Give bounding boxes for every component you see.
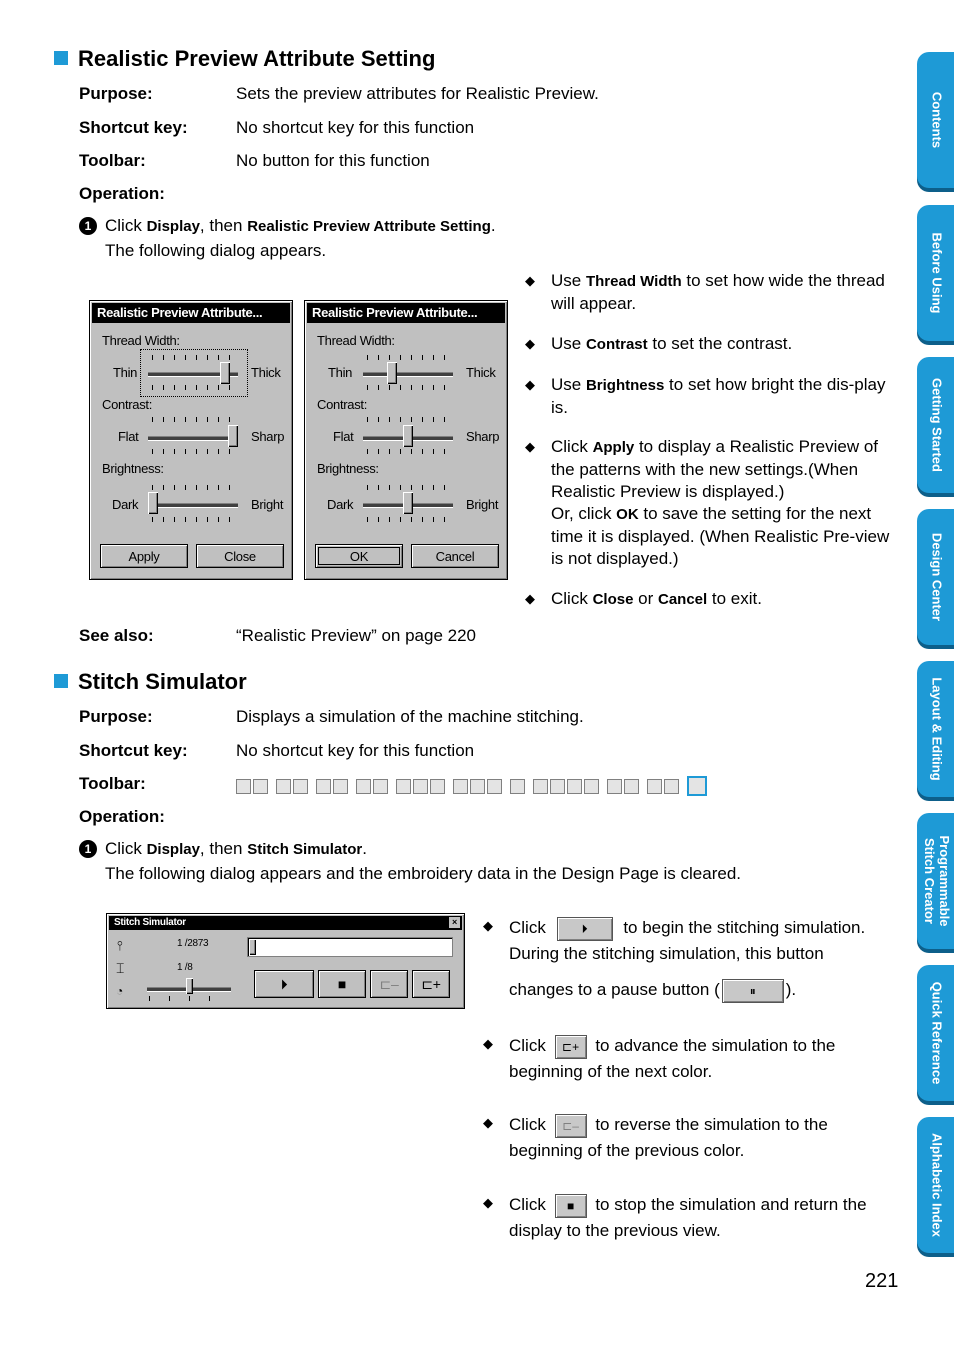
diamond-bullet-icon: ◆ bbox=[483, 1036, 493, 1051]
thread-width-slider[interactable] bbox=[220, 362, 230, 384]
color-count: 1 /8 bbox=[177, 962, 193, 973]
tab-getting-started[interactable] bbox=[917, 357, 954, 493]
step-text: , then bbox=[199, 839, 248, 858]
text: to advance the simulation to the bbox=[595, 1036, 836, 1055]
brightness-slider[interactable] bbox=[148, 492, 158, 514]
command-name: Stitch Simulator bbox=[247, 841, 363, 858]
operation-step-1 bbox=[79, 214, 496, 263]
bright-label: Bright bbox=[466, 497, 499, 512]
dialog-title: Realistic Preview Attribute... bbox=[92, 303, 290, 323]
slider-ticks bbox=[367, 385, 449, 390]
rotate-icon[interactable] bbox=[487, 779, 502, 794]
text: to begin the stitching simulation. bbox=[623, 918, 866, 937]
sharp-label: Sharp bbox=[251, 429, 285, 444]
text: During the stitching simulation, this button bbox=[509, 944, 824, 963]
purpose-label: Purpose: bbox=[79, 707, 153, 726]
apply-button[interactable]: Apply bbox=[100, 544, 188, 568]
bright-label: Bright bbox=[251, 497, 284, 512]
stitch-icon[interactable] bbox=[624, 779, 639, 794]
next-color-button-sample: ⊏+ bbox=[555, 1035, 587, 1059]
tab-label: Design Center bbox=[929, 532, 945, 622]
tab-label: Before Using bbox=[929, 232, 945, 314]
diamond-bullet-icon: ◆ bbox=[525, 377, 535, 392]
bullet-square-icon bbox=[54, 51, 68, 65]
close-icon[interactable]: × bbox=[449, 917, 460, 928]
realistic-preview-icon[interactable] bbox=[664, 779, 679, 794]
text: to reverse the simulation to the bbox=[595, 1115, 828, 1134]
slider-ticks bbox=[152, 355, 234, 360]
spool-icon: ⌶ bbox=[116, 960, 125, 976]
diamond-bullet-icon: ◆ bbox=[483, 1115, 493, 1130]
contrast-track bbox=[148, 436, 238, 441]
slider-ticks bbox=[152, 449, 234, 454]
text: changes to a pause button ( bbox=[509, 980, 720, 999]
text: to stop the simulation and return the bbox=[595, 1195, 867, 1214]
bullet-square-icon bbox=[54, 674, 68, 688]
step-text: Click bbox=[105, 216, 147, 235]
flip-icon[interactable] bbox=[470, 779, 485, 794]
step-text: . bbox=[362, 839, 367, 858]
step-number-icon: 1 bbox=[79, 840, 97, 858]
thread-width-track bbox=[363, 372, 453, 377]
thread-width-slider[interactable] bbox=[387, 362, 397, 384]
term: Contrast bbox=[585, 336, 648, 353]
text: to exit. bbox=[707, 589, 762, 608]
see-also-label: See also: bbox=[79, 626, 154, 645]
bullet-text bbox=[509, 915, 865, 1003]
page-number: 221 bbox=[865, 1270, 899, 1292]
text: Click bbox=[509, 918, 546, 937]
tab-quick-reference[interactable] bbox=[917, 965, 954, 1101]
text: Click bbox=[509, 1115, 546, 1134]
speed-icon: ◔ bbox=[116, 984, 123, 998]
thick-label: Thick bbox=[251, 365, 281, 380]
tab-label: Alphabetic Index bbox=[929, 1132, 945, 1238]
slider-ticks bbox=[367, 417, 449, 422]
slider-ticks bbox=[367, 517, 449, 522]
tab-label: Getting Started bbox=[929, 378, 945, 472]
previous-color-button[interactable]: ⊏– bbox=[370, 970, 408, 998]
layout-icon[interactable] bbox=[533, 779, 548, 794]
tab-label: Quick Reference bbox=[929, 981, 945, 1085]
undo-icon[interactable] bbox=[356, 779, 371, 794]
tab-label: Contents bbox=[929, 91, 945, 149]
redo-icon[interactable] bbox=[373, 779, 388, 794]
align-icon[interactable] bbox=[567, 779, 582, 794]
contrast-label: Contrast: bbox=[317, 397, 368, 412]
slider-ticks bbox=[152, 417, 234, 422]
needle-icon: ⫯ bbox=[117, 938, 123, 953]
thread-width-label: Thread Width: bbox=[317, 333, 395, 348]
paste-icon[interactable] bbox=[430, 779, 445, 794]
text: Click bbox=[509, 1036, 546, 1055]
operation-step-1 bbox=[79, 837, 741, 886]
slider-ticks bbox=[367, 355, 449, 360]
tab-layout-editing[interactable] bbox=[917, 661, 954, 797]
stitch-simulator-dialog bbox=[106, 913, 465, 1009]
text: Click bbox=[551, 589, 593, 608]
text: Use bbox=[551, 334, 586, 353]
term: Close bbox=[592, 591, 634, 608]
tab-contents[interactable] bbox=[917, 52, 954, 188]
brightness-track bbox=[148, 503, 238, 508]
step-text: . bbox=[490, 216, 496, 235]
text: beginning of the previous color. bbox=[509, 1141, 745, 1160]
tab-before-using[interactable] bbox=[917, 205, 954, 341]
cancel-button[interactable]: Cancel bbox=[411, 544, 499, 568]
step-text: , then bbox=[199, 216, 248, 235]
cut-icon[interactable] bbox=[396, 779, 411, 794]
menu-name: Display bbox=[146, 841, 200, 858]
thread-width-label: Thread Width: bbox=[102, 333, 180, 348]
purpose-text: Sets the preview attributes for Realistic Preview. bbox=[236, 84, 599, 103]
next-color-button[interactable]: ⊏+ bbox=[412, 970, 450, 998]
progress-thumb[interactable] bbox=[249, 939, 256, 955]
section-heading-stitch-simulator bbox=[54, 669, 247, 695]
term: Apply bbox=[592, 439, 635, 456]
text: beginning of the next color. bbox=[509, 1062, 713, 1081]
slider-ticks bbox=[367, 485, 449, 490]
stop-button[interactable]: ■ bbox=[318, 970, 366, 998]
bullet-text bbox=[551, 436, 895, 570]
shortcut-text: No shortcut key for this function bbox=[236, 118, 475, 137]
section-heading-realistic-preview bbox=[54, 46, 435, 72]
thin-label: Thin bbox=[328, 365, 353, 380]
realistic-preview-dialog-ok bbox=[304, 300, 508, 580]
slider-ticks bbox=[152, 385, 234, 390]
diamond-bullet-icon: ◆ bbox=[525, 591, 535, 606]
thick-label: Thick bbox=[466, 365, 496, 380]
flat-label: Flat bbox=[333, 429, 354, 444]
text: Click bbox=[551, 437, 593, 456]
toolbar-label: Toolbar: bbox=[79, 774, 146, 793]
shortcut-text: No shortcut key for this function bbox=[236, 741, 475, 760]
title-text: Stitch Simulator bbox=[114, 917, 186, 928]
tab-label: Layout & Editing bbox=[929, 677, 945, 781]
play-button[interactable]: ⏵ bbox=[254, 970, 314, 998]
purpose-label: Purpose: bbox=[79, 84, 153, 103]
bullet-text bbox=[551, 333, 792, 356]
toolbar-label: Toolbar: bbox=[79, 151, 146, 170]
heading-text: Stitch Simulator bbox=[78, 669, 247, 694]
brightness-slider[interactable] bbox=[403, 492, 413, 514]
dark-label: Dark bbox=[112, 497, 139, 512]
see-also-link[interactable]: “Realistic Preview” on page 220 bbox=[236, 626, 477, 645]
brightness-label: Brightness: bbox=[102, 461, 164, 476]
bullet-text bbox=[551, 374, 895, 419]
text: ). bbox=[785, 980, 797, 999]
speed-slider[interactable] bbox=[186, 978, 193, 994]
grid-icon[interactable] bbox=[550, 779, 565, 794]
stop-button-sample: ■ bbox=[555, 1194, 587, 1218]
step-line2: The following dialog appears and the embroidery data in the Design Page is cleared. bbox=[105, 864, 742, 883]
toolbar-strip bbox=[236, 775, 709, 797]
bullet-text bbox=[551, 270, 895, 315]
text: to set how wide the thread will appear. bbox=[551, 271, 885, 313]
text: Use bbox=[551, 375, 586, 394]
sew-order-icon[interactable] bbox=[584, 779, 599, 794]
tab-alphabetic-index[interactable] bbox=[917, 1117, 954, 1253]
thin-label: Thin bbox=[113, 365, 138, 380]
purpose-text: Displays a simulation of the machine stitching. bbox=[236, 707, 584, 726]
step-number-icon: 1 bbox=[79, 217, 97, 235]
text: Use bbox=[551, 271, 586, 290]
operation-label: Operation: bbox=[79, 184, 165, 203]
text: display to the previous view. bbox=[509, 1221, 721, 1240]
dialog-title: Realistic Preview Attribute... bbox=[307, 303, 505, 323]
new-icon[interactable] bbox=[236, 779, 251, 794]
ok-button[interactable]: OK bbox=[315, 544, 403, 568]
brightness-label: Brightness: bbox=[317, 461, 379, 476]
pause-button-sample: ⏸ bbox=[722, 979, 784, 1003]
text: Or, click bbox=[551, 504, 617, 523]
slider-ticks bbox=[367, 449, 449, 454]
menu-name: Display bbox=[146, 218, 200, 235]
toolbar-text: No button for this function bbox=[236, 151, 430, 170]
diamond-bullet-icon: ◆ bbox=[483, 1195, 493, 1210]
bullet-text bbox=[551, 588, 762, 611]
sharp-label: Sharp bbox=[466, 429, 500, 444]
wizard-icon[interactable] bbox=[510, 779, 525, 794]
diamond-bullet-icon: ◆ bbox=[525, 336, 535, 351]
play-button-sample: ⏵ bbox=[557, 917, 613, 941]
term: Brightness bbox=[585, 377, 665, 394]
shortcut-label: Shortcut key: bbox=[79, 741, 188, 760]
step-text: Click bbox=[105, 839, 147, 858]
text: or bbox=[633, 589, 658, 608]
previous-color-button-sample: ⊏– bbox=[555, 1114, 587, 1138]
slider-ticks bbox=[149, 996, 229, 1001]
bullet-text bbox=[509, 1033, 835, 1085]
diamond-bullet-icon: ◆ bbox=[525, 439, 535, 454]
stitch-simulator-icon[interactable] bbox=[687, 776, 707, 796]
preview-icon[interactable] bbox=[647, 779, 662, 794]
text: to save the setting for the next time it is displayed. (When Realistic Pre-view is not displayed.) bbox=[551, 504, 890, 568]
contrast-slider[interactable] bbox=[403, 425, 413, 447]
term: Cancel bbox=[657, 591, 708, 608]
realistic-preview-dialog-apply bbox=[89, 300, 293, 580]
text: to display a Realistic Preview of the patterns with the new settings.(When Realistic Preview is displayed.) bbox=[551, 437, 879, 501]
contrast-label: Contrast: bbox=[102, 397, 153, 412]
pattern-icon[interactable] bbox=[607, 779, 622, 794]
tab-design-center[interactable] bbox=[917, 509, 954, 645]
shortcut-label: Shortcut key: bbox=[79, 118, 188, 137]
operation-label: Operation: bbox=[79, 807, 165, 826]
stitch-progress-bar bbox=[247, 937, 453, 957]
text: to set how bright the dis-play is. bbox=[551, 375, 886, 417]
tab-programmable-stitch-creator[interactable] bbox=[917, 813, 954, 949]
flat-label: Flat bbox=[118, 429, 139, 444]
diamond-bullet-icon: ◆ bbox=[525, 273, 535, 288]
diamond-bullet-icon: ◆ bbox=[483, 918, 493, 933]
save-as-icon[interactable] bbox=[333, 779, 348, 794]
bullet-text bbox=[509, 1192, 867, 1244]
tab-label: Programmable Stitch Creator bbox=[922, 835, 952, 927]
open-icon[interactable] bbox=[253, 779, 268, 794]
import-icon[interactable] bbox=[276, 779, 291, 794]
text: to set the contrast. bbox=[647, 334, 793, 353]
bullet-text bbox=[509, 1112, 828, 1164]
stitch-count: 1 /2873 bbox=[177, 938, 209, 949]
dialog-title bbox=[109, 916, 462, 930]
copy-icon[interactable] bbox=[413, 779, 428, 794]
step-line2: The following dialog appears. bbox=[105, 241, 327, 260]
slider-ticks bbox=[152, 485, 234, 490]
command-name: Realistic Preview Attribute Setting bbox=[247, 218, 491, 235]
save-icon[interactable] bbox=[316, 779, 331, 794]
heading-text: Realistic Preview Attribute Setting bbox=[78, 46, 436, 71]
mirror-icon[interactable] bbox=[453, 779, 468, 794]
term: OK bbox=[616, 506, 639, 523]
slider-ticks bbox=[152, 517, 234, 522]
contrast-slider[interactable] bbox=[228, 425, 238, 447]
import2-icon[interactable] bbox=[293, 779, 308, 794]
dark-label: Dark bbox=[327, 497, 354, 512]
text: Click bbox=[509, 1195, 546, 1214]
close-button[interactable]: Close bbox=[196, 544, 284, 568]
term: Thread Width bbox=[585, 273, 682, 290]
